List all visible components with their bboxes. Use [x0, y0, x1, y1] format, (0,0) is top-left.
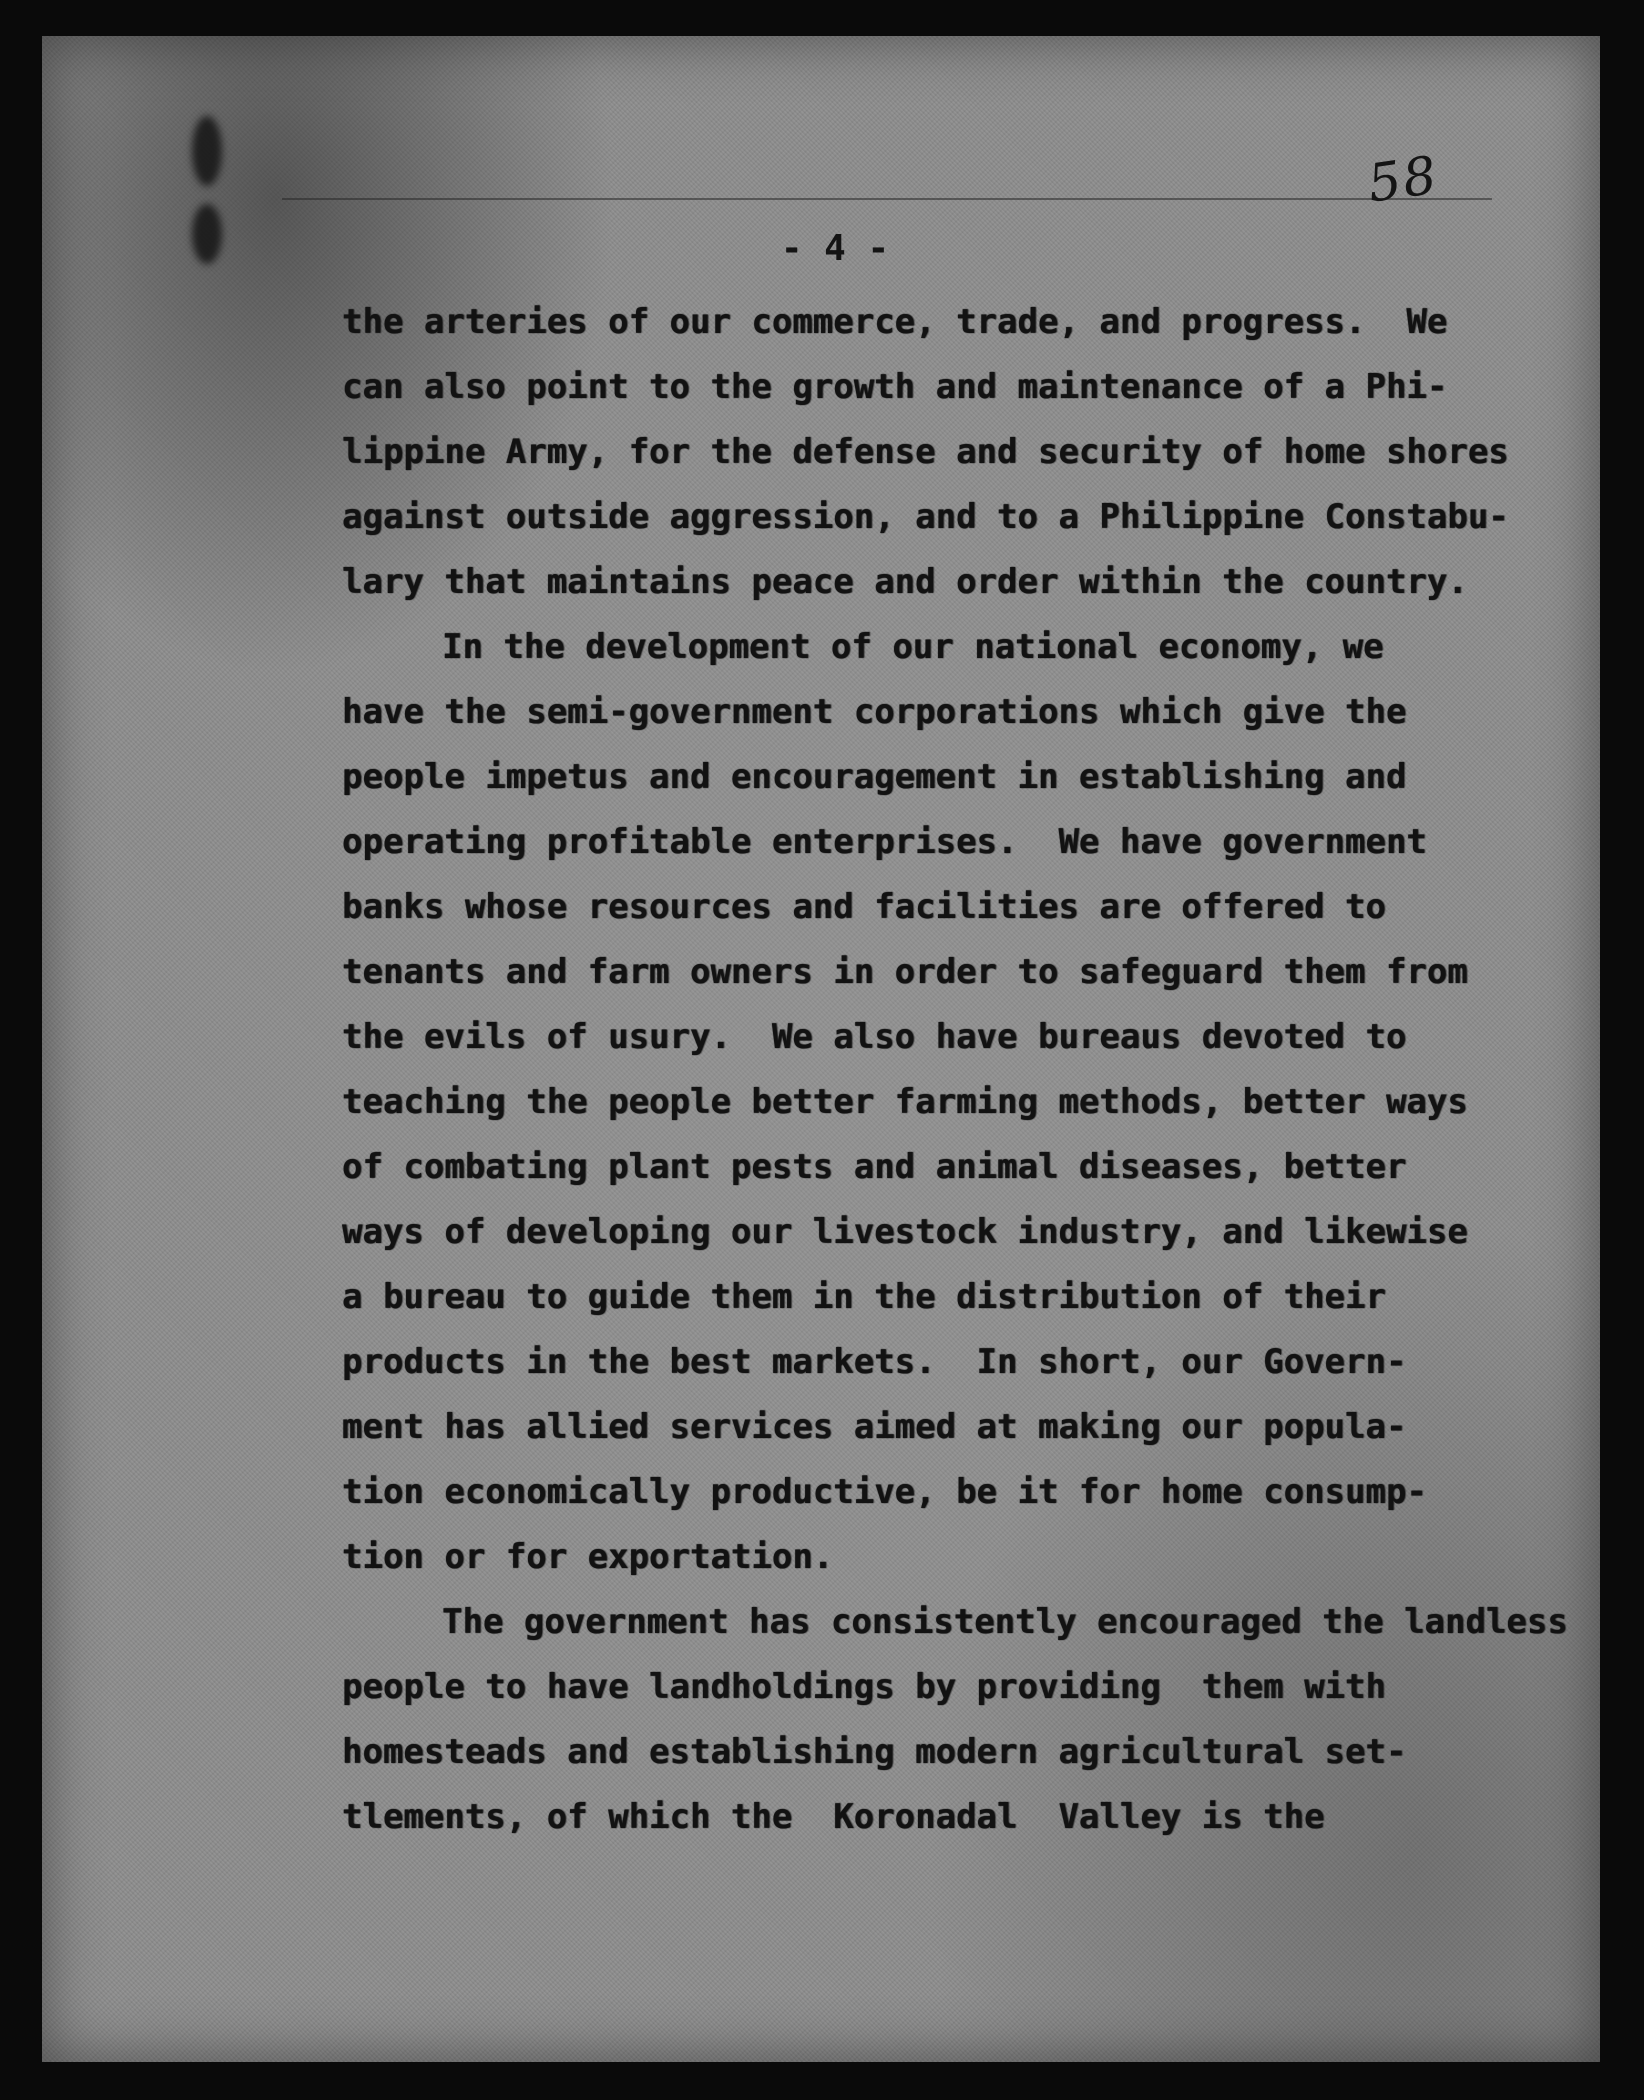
text-line: can also point to the growth and maintenance of a Phi-: [342, 367, 1448, 407]
binding-hole-mark: [192, 204, 222, 264]
binding-hole-mark: [192, 116, 222, 186]
text-line: The government has consistently encouraged the landless: [442, 1602, 1568, 1642]
text-line: ways of developing our livestock industry, and likewise: [342, 1212, 1468, 1252]
text-line: of combating plant pests and animal diseases, better: [342, 1147, 1407, 1187]
text-line: teaching the people better farming methods, better ways: [342, 1082, 1468, 1122]
text-line: products in the best markets. In short, our Govern-: [342, 1342, 1407, 1382]
text-line: against outside aggression, and to a Philippine Constabu-: [342, 497, 1509, 537]
text-line: banks whose resources and facilities are offered to: [342, 887, 1386, 927]
text-line: have the semi-government corporations which give the: [342, 692, 1407, 732]
text-line: homesteads and establishing modern agricultural set-: [342, 1732, 1407, 1772]
text-line: a bureau to guide them in the distribution of their: [342, 1277, 1386, 1317]
text-line: the evils of usury. We also have bureaus devoted to: [342, 1017, 1407, 1057]
text-line: operating profitable enterprises. We have government: [342, 822, 1427, 862]
page-number: - 4 -: [780, 228, 890, 269]
top-rule-line: [282, 198, 1492, 200]
text-line: lary that maintains peace and order within the country.: [342, 562, 1468, 602]
text-line: tion economically productive, be it for home consump-: [342, 1472, 1427, 1512]
text-line: tion or for exportation.: [342, 1537, 834, 1577]
text-line: tenants and farm owners in order to safeguard them from: [342, 952, 1468, 992]
text-line: In the development of our national economy, we: [442, 627, 1384, 667]
typed-body-text: [342, 290, 1568, 1850]
text-line: people to have landholdings by providing them with: [342, 1667, 1386, 1707]
text-line: tlements, of which the Koronadal Valley is the: [342, 1797, 1325, 1837]
text-line: the arteries of our commerce, trade, and progress. We: [342, 302, 1448, 342]
text-line: ment has allied services aimed at making our popula-: [342, 1407, 1407, 1447]
handwritten-folio-number: 58: [1364, 145, 1443, 215]
text-line: people impetus and encouragement in establishing and: [342, 757, 1407, 797]
text-line: lippine Army, for the defense and security of home shores: [342, 432, 1509, 472]
